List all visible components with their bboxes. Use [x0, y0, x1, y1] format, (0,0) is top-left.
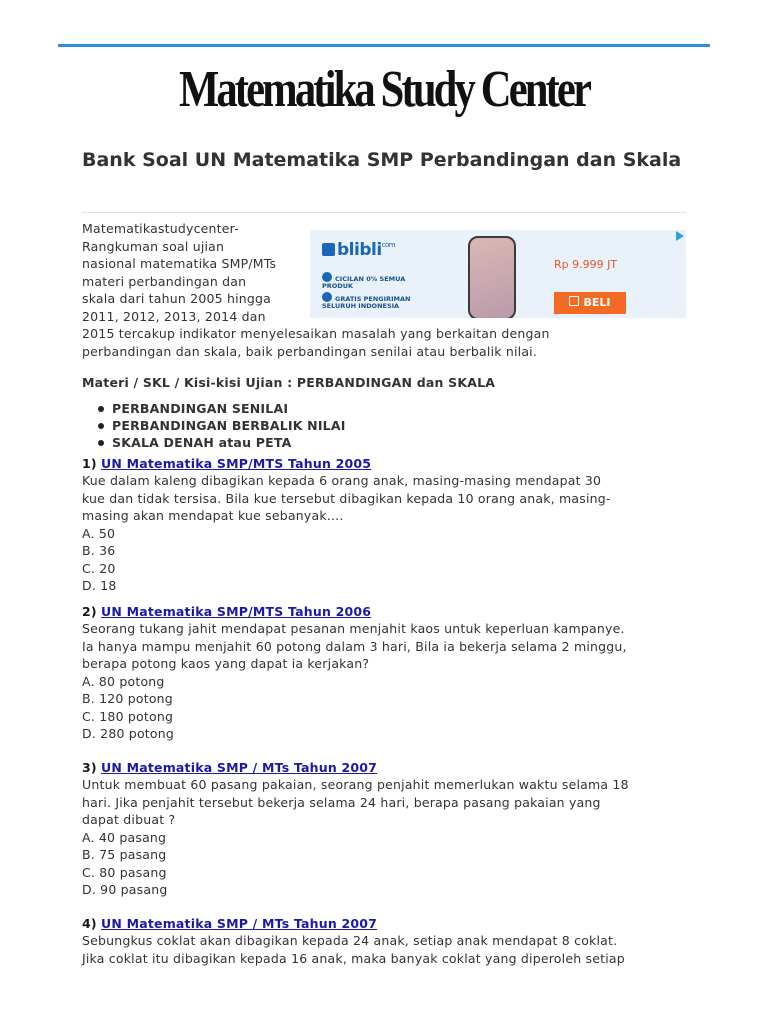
question-4-link[interactable]: UN Matematika SMP / MTs Tahun 2007	[101, 915, 378, 931]
intro-narrow	[82, 220, 300, 325]
answer-option: C. 180 potong	[82, 708, 174, 724]
question-3-link[interactable]: UN Matematika SMP / MTs Tahun 2007	[101, 759, 378, 775]
question-text: Ia hanya mampu menjahit 60 potong dalam 3 hari, Bila ia bekerja selama 2 minggu,	[82, 638, 627, 654]
ad-buy-button[interactable]: BELI	[554, 292, 626, 314]
question-text: Jika coklat itu dibagikan kepada 16 anak, maka banyak coklat yang diperoleh setiap	[82, 950, 625, 966]
answer-option: A. 80 potong	[82, 673, 165, 689]
article-body	[82, 220, 692, 967]
ad-promo-installment: CICILAN 0% SEMUA PRODUK	[322, 272, 426, 290]
question-text: Untuk membuat 60 pasang pakaian, seorang penjahit memerlukan waktu selama 18	[82, 777, 629, 792]
title-divider	[82, 212, 686, 213]
ad-price: Rp 9.999 JT	[554, 258, 618, 271]
question-2-header: 2) UN Matematika SMP/MTS Tahun 2006	[82, 603, 372, 619]
answer-option: B. 36	[82, 543, 116, 558]
question-4-header: 4) UN Matematika SMP / MTs Tahun 2007	[82, 915, 378, 931]
site-logo[interactable]: Matematika Study Center	[178, 61, 590, 118]
question-text: Seorang tukang jahit mendapat pesanan menjahit kaos untuk keperluan kampanye.	[82, 621, 625, 636]
answer-option: B. 120 potong	[82, 691, 173, 706]
question-text: Sebungkus coklat akan dibagikan kepada 24 anak, setiap anak mendapat 8 coklat.	[82, 933, 618, 948]
list-item: PERBANDINGAN BERBALIK NILAI	[82, 417, 692, 434]
answer-option: A. 40 pasang	[82, 829, 167, 845]
materi-heading: Materi / SKL / Kisi-kisi Ujian : PERBANDINGAN dan SKALA	[82, 375, 496, 390]
answer-option: D. 280 potong	[82, 726, 174, 741]
answer-option: C. 20	[82, 560, 116, 576]
top-divider	[58, 44, 710, 47]
ad-brand: blibli$^{com}$	[322, 240, 395, 260]
intro-line: nasional matematika SMP/MTs	[82, 256, 277, 271]
answer-option: D. 90 pasang	[82, 882, 168, 897]
list-item: SKALA DENAH atau PETA	[82, 434, 692, 451]
page-title: Bank Soal UN Matematika SMP Perbandingan dan Skala	[82, 149, 682, 171]
question-text: dapat dibuat ?	[82, 812, 176, 827]
question-text: hari. Jika penjahit tersebut bekerja selama 24 hari, berapa pasang pakaian yang	[82, 794, 601, 810]
ad-promo-shipping: GRATIS PENGIRIMAN SELURUH INDONESIA	[322, 292, 426, 310]
intro-line: materi perbandingan dan	[82, 273, 247, 289]
question-text: berapa potong kaos yang dapat ia kerjakan?	[82, 656, 370, 671]
question-2-link[interactable]: UN Matematika SMP/MTS Tahun 2006	[101, 603, 372, 619]
intro-line: skala dari tahun 2005 hingga	[82, 291, 272, 306]
answer-option: C. 80 pasang	[82, 864, 167, 880]
answer-option: D. 18	[82, 578, 117, 593]
intro-line: Matematikastudycenter-	[82, 221, 239, 236]
question-1-header: 1) UN Matematika SMP/MTS Tahun 2005	[82, 455, 372, 471]
question-3-header: 3) UN Matematika SMP / MTs Tahun 2007	[82, 759, 378, 775]
answer-option: A. 50	[82, 525, 116, 541]
materi-list	[82, 400, 692, 451]
intro-line: perbandingan dan skala, baik perbandingan senilai atau berbalik nilai.	[82, 343, 538, 359]
question-text: Kue dalam kaleng dibagikan kepada 6 orang anak, masing-masing mendapat 30	[82, 473, 602, 488]
list-item: PERBANDINGAN SENILAI	[82, 400, 692, 417]
intro-line: Rangkuman soal ujian	[82, 238, 225, 254]
intro-line: 2011, 2012, 2013, 2014 dan	[82, 308, 266, 324]
question-1-link[interactable]: UN Matematika SMP/MTS Tahun 2005	[101, 455, 372, 471]
question-text: masing akan mendapat kue sebanyak....	[82, 508, 344, 523]
question-text: kue dan tidak tersisa. Bila kue tersebut dibagikan kepada 10 orang anak, masing-	[82, 490, 611, 506]
intro-line: 2015 tercakup indikator menyelesaikan masalah yang berkaitan dengan	[82, 326, 550, 341]
answer-option: B. 75 pasang	[82, 847, 167, 862]
